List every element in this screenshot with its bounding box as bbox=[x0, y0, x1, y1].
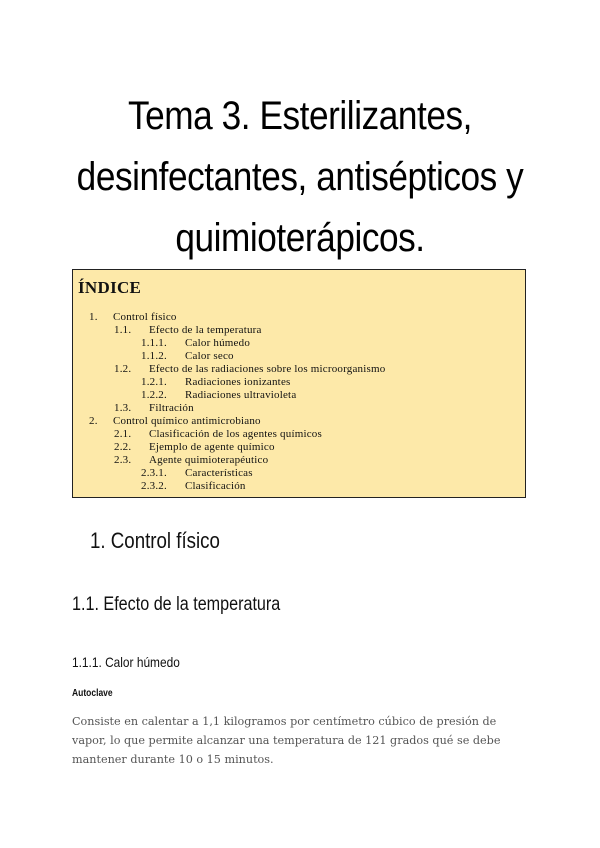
toc-item[interactable] bbox=[73, 376, 525, 389]
toc-item-label: Filtración bbox=[149, 402, 194, 414]
toc-item[interactable] bbox=[73, 350, 525, 363]
title-line-2: desinfectantes, antisépticos y bbox=[76, 155, 524, 199]
toc-list bbox=[73, 311, 525, 493]
section-heading-calor-humedo: 1.1.1. Calor húmedo bbox=[72, 654, 180, 670]
toc-item-label: Efecto de las radiaciones sobre los microorganismo bbox=[149, 363, 386, 375]
index-heading: ÍNDICE bbox=[78, 278, 142, 297]
toc-item-number: 1.1.1. bbox=[141, 337, 167, 349]
toc-item-number: 1.2.2. bbox=[141, 389, 167, 401]
toc-item-number: 1.1.2. bbox=[141, 350, 167, 362]
toc-item-number: 2.3.2. bbox=[141, 480, 167, 492]
toc-item[interactable] bbox=[73, 363, 525, 376]
table-of-contents bbox=[72, 269, 526, 498]
toc-item[interactable] bbox=[73, 441, 525, 454]
toc-item-label: Control químico antimicrobiano bbox=[113, 415, 261, 427]
toc-item-number: 2.3. bbox=[114, 454, 132, 466]
toc-item[interactable] bbox=[73, 467, 525, 480]
toc-item-label: Características bbox=[185, 467, 253, 479]
toc-item-number: 1.2. bbox=[114, 363, 132, 375]
toc-item-number: 2.2. bbox=[114, 441, 132, 453]
toc-item-label: Radiaciones ionizantes bbox=[185, 376, 291, 388]
toc-item-label: Calor húmedo bbox=[185, 337, 251, 349]
toc-item[interactable] bbox=[73, 389, 525, 402]
toc-item-number: 2.3.1. bbox=[141, 467, 167, 479]
title-line-3: quimioterápicos. bbox=[175, 216, 425, 260]
toc-item-label: Clasificación bbox=[185, 480, 246, 492]
toc-item-label: Clasificación de los agentes químicos bbox=[149, 428, 322, 440]
toc-item-number: 1.2.1. bbox=[141, 376, 167, 388]
toc-item[interactable] bbox=[73, 402, 525, 415]
toc-item[interactable] bbox=[73, 480, 525, 493]
toc-item[interactable] bbox=[73, 337, 525, 350]
toc-item-label: Calor seco bbox=[185, 350, 234, 362]
toc-item-label: Efecto de la temperatura bbox=[149, 324, 262, 336]
toc-item-number: 1. bbox=[89, 311, 98, 323]
document-title bbox=[71, 86, 529, 269]
toc-item-label: Ejemplo de agente químico bbox=[149, 441, 275, 453]
toc-item-label: Radiaciones ultravioleta bbox=[185, 389, 297, 401]
toc-item-number: 1.1. bbox=[114, 324, 132, 336]
toc-item[interactable] bbox=[73, 415, 525, 428]
section-heading-control-fisico: 1. Control físico bbox=[90, 528, 220, 553]
body-paragraph: Consiste en calentar a 1,1 kilogramos por centímetro cúbico de presión de vapor, lo que permite alcanzar una temperatura de 121 grados qué se debe mantener durante 10 o 15 minutos. bbox=[72, 715, 501, 766]
toc-item[interactable] bbox=[73, 324, 525, 337]
toc-item-number: 1.3. bbox=[114, 402, 132, 414]
section-heading-efecto-temperatura: 1.1. Efecto de la temperatura bbox=[72, 594, 281, 615]
toc-item[interactable] bbox=[73, 454, 525, 467]
toc-item-number: 2.1. bbox=[114, 428, 132, 440]
title-line-1: Tema 3. Esterilizantes, bbox=[128, 94, 472, 138]
subheading-autoclave: Autoclave bbox=[72, 688, 113, 699]
toc-item[interactable] bbox=[73, 428, 525, 441]
toc-item-label: Control físico bbox=[113, 311, 177, 323]
toc-item[interactable] bbox=[73, 311, 525, 324]
toc-item-number: 2. bbox=[89, 415, 98, 427]
toc-item-label: Agente quimioterapéutico bbox=[149, 454, 269, 466]
